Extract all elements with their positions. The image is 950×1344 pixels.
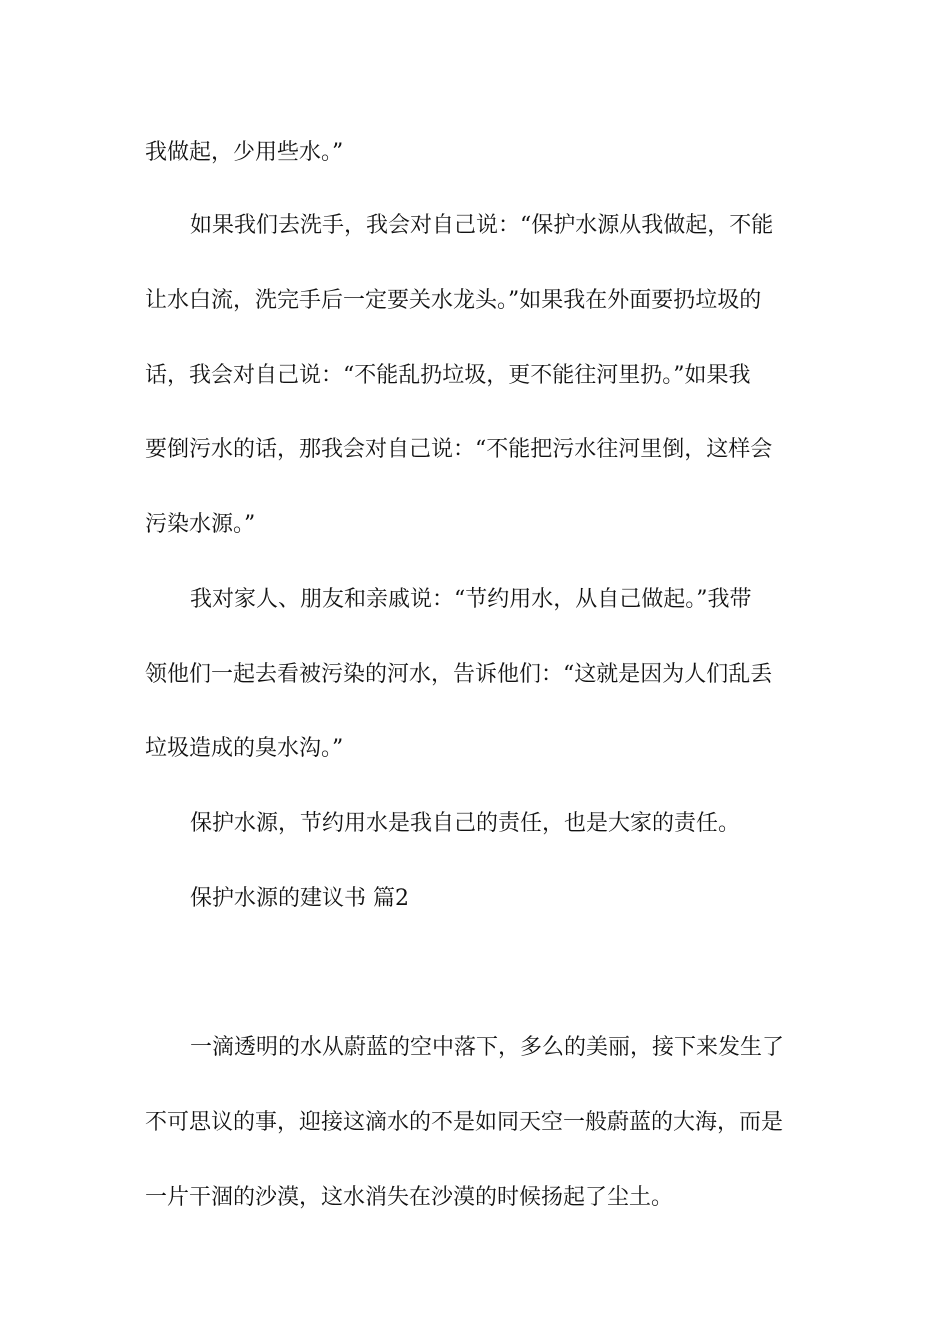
section-heading: 保护水源的建议书 篇2 xyxy=(190,886,409,911)
paragraph-first-line: 一滴透明的水从蔚蓝的空中落下，多么的美丽，接下来发生了 xyxy=(190,1035,785,1060)
text-line: 一片干涸的沙漠，这水消失在沙漠的时候扬起了尘土。 xyxy=(145,1185,674,1210)
text-line: 领他们一起去看被污染的河水，告诉他们：“这就是因为人们乱丢 xyxy=(145,662,773,687)
text-line: 污染水源。” xyxy=(145,512,256,537)
paragraph-first-line: 如果我们去洗手，我会对自己说：“保护水源从我做起，不能 xyxy=(190,213,774,238)
text-line: 让水白流，洗完手后一定要关水龙头。”如果我在外面要扔垃圾的 xyxy=(145,288,762,313)
paragraph-first-line: 我对家人、朋友和亲戚说：“节约用水，从自己做起。”我带 xyxy=(190,587,752,612)
text-line: 我做起，少用些水。” xyxy=(145,140,344,165)
text-line: 不可思议的事，迎接这滴水的不是如同天空一般蔚蓝的大海，而是 xyxy=(145,1110,784,1135)
text-line: 要倒污水的话，那我会对自己说：“不能把污水往河里倒，这样会 xyxy=(145,437,773,462)
text-line: 话，我会对自己说：“不能乱扔垃圾，更不能往河里扔。”如果我 xyxy=(145,363,751,388)
paragraph-first-line: 保护水源，节约用水是我自己的责任，也是大家的责任。 xyxy=(190,811,741,836)
text-line: 垃圾造成的臭水沟。” xyxy=(145,736,344,761)
